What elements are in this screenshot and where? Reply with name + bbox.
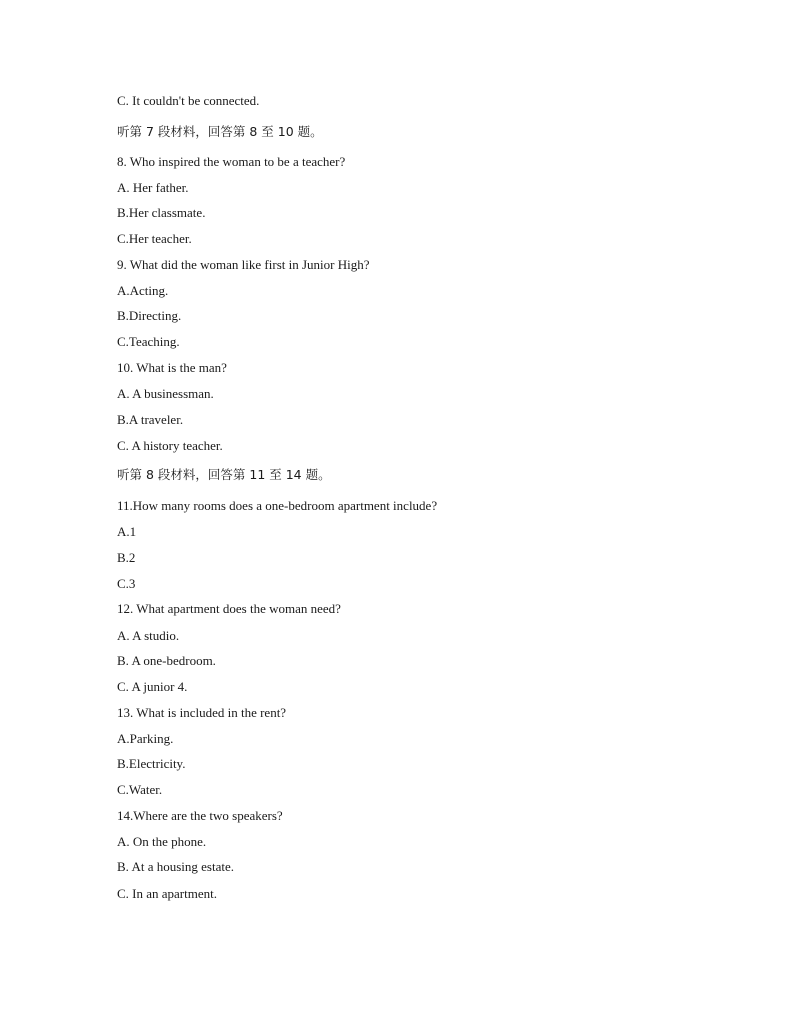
option-c-q13: C.Water. <box>117 782 163 797</box>
option-c-q10: C. A history teacher. <box>117 438 223 453</box>
option-c-q12: C. A junior 4. <box>117 679 188 694</box>
question-11: 11.How many rooms does a one-bedroom apartment include? <box>117 498 438 513</box>
option-b-q9: B.Directing. <box>117 308 182 323</box>
option-a-q14: A. On the phone. <box>117 834 207 849</box>
section-heading-7: 听第 7 段材料，回答第 8 至 10 题。 <box>117 124 323 139</box>
option-a-q10: A. A businessman. <box>117 386 214 401</box>
option-c-q14: C. In an apartment. <box>117 886 217 901</box>
option-a-q12: A. A studio. <box>117 628 180 643</box>
question-12: 12. What apartment does the woman need? <box>117 601 341 616</box>
question-14: 14.Where are the two speakers? <box>117 808 283 823</box>
option-b-q14: B. At a housing estate. <box>117 859 234 874</box>
option-b-q11: B.2 <box>117 550 136 565</box>
question-13: 13. What is included in the rent? <box>117 705 287 720</box>
section-heading-8: 听第 8 段材料，回答第 11 至 14 题。 <box>117 467 331 482</box>
option-c-q9: C.Teaching. <box>117 334 180 349</box>
option-b-q12: B. A one-bedroom. <box>117 653 216 668</box>
option-a-q9: A.Acting. <box>117 283 169 298</box>
option-c-q7: C. It couldn't be connected. <box>117 93 260 108</box>
option-a-q8: A. Her father. <box>117 180 189 195</box>
option-b-q13: B.Electricity. <box>117 756 186 771</box>
question-8: 8. Who inspired the woman to be a teacher? <box>117 154 346 169</box>
question-9: 9. What did the woman like first in Junior High? <box>117 257 370 272</box>
option-a-q11: A.1 <box>117 524 137 539</box>
option-b-q8: B.Her classmate. <box>117 205 206 220</box>
question-10: 10. What is the man? <box>117 360 227 375</box>
option-c-q11: C.3 <box>117 576 136 591</box>
option-b-q10: B.A traveler. <box>117 412 184 427</box>
option-c-q8: C.Her teacher. <box>117 231 192 246</box>
option-a-q13: A.Parking. <box>117 731 174 746</box>
